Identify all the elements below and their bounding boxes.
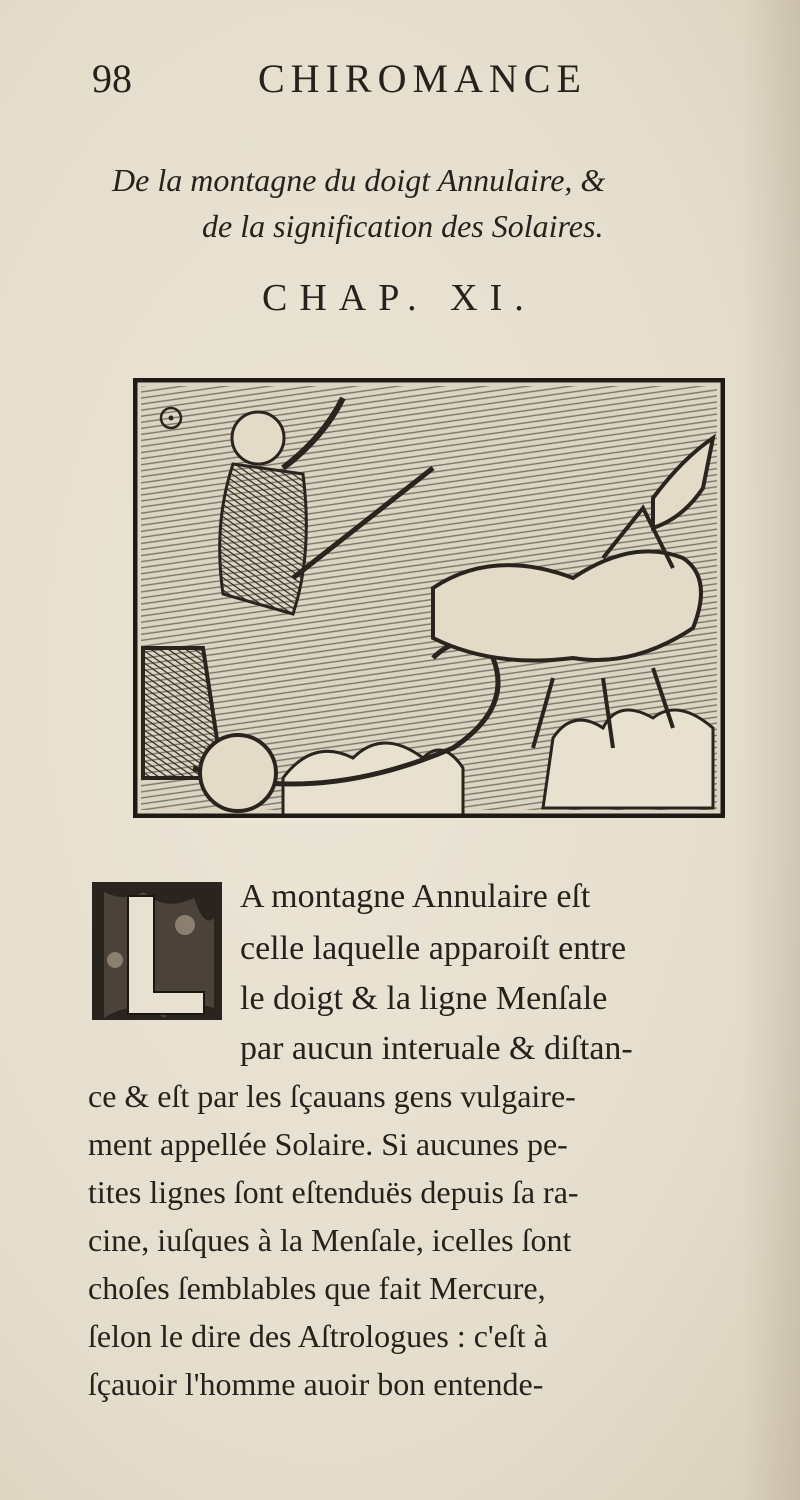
- body-line: ſelon le dire des Aſtrologues : c'eſt à: [88, 1318, 548, 1354]
- body-line: le doigt & la ligne Menſale: [240, 980, 608, 1017]
- chariot-of-the-sun-woodcut: [133, 378, 725, 818]
- page-number: 98: [92, 56, 132, 101]
- body-line: celle laquelle apparoiſt entre: [240, 930, 627, 967]
- body-line: tites lignes ſont eſtenduës depuis ſa ra-: [88, 1174, 579, 1210]
- body-line: ſçauoir l'homme auoir bon entende-: [88, 1366, 544, 1402]
- running-head: [0, 55, 800, 105]
- body-line: choſes ſemblables que fait Mercure,: [88, 1270, 546, 1306]
- body-line: ment appellée Solaire. Si aucunes pe-: [88, 1126, 568, 1162]
- decorated-initial-L: [90, 880, 224, 1022]
- chapter-heading-line-2: de la signification des Solaires.: [202, 208, 604, 244]
- body-line: ce & eſt par les ſçauans gens vulgaire-: [88, 1078, 576, 1114]
- body-line: cine, iuſques à la Menſale, icelles ſont: [88, 1222, 572, 1258]
- running-title: CHIROMANCE: [258, 56, 587, 101]
- chapter-label: CHAP. XI.: [262, 277, 536, 319]
- chapter-heading-line-1: De la montagne du doigt Annulaire, &: [112, 162, 606, 198]
- body-line: A montagne Annulaire eſt: [240, 878, 591, 915]
- body-line: par aucun interuale & diſtan-: [240, 1030, 633, 1067]
